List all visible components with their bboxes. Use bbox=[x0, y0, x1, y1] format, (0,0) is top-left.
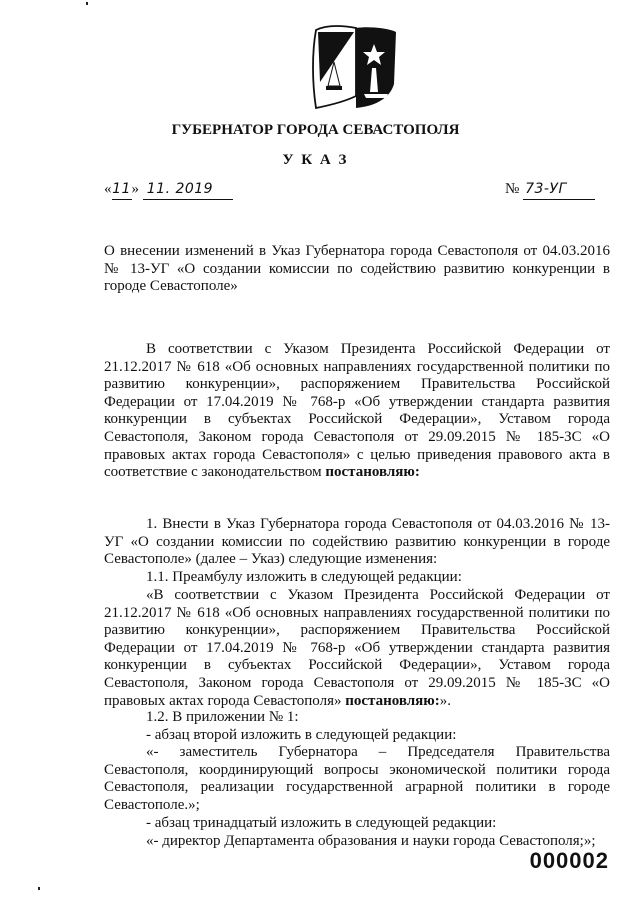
date-quote-open: « bbox=[104, 181, 112, 197]
paragraph-1: 1. Внести в Указ Губернатора города Севастополя от 04.03.2016 № 13-УГ «О создании комиссии по содействию развитию конкуренции в городе Севастополе» (далее – Указ) следующие изменения: bbox=[104, 516, 610, 568]
preamble-paragraph bbox=[104, 341, 610, 482]
deputy-governor-entry: «- заместитель Губернатора – Председателя Правительства Севастополя, координирующий вопросы экономической политики города Севастополя, реализации государственной аграрной политики в городе Севастополе.»; bbox=[104, 744, 610, 813]
education-director-entry: «- директор Департамента образования и науки города Севастополя;»; bbox=[146, 833, 596, 849]
number-value: 73-УГ bbox=[523, 181, 595, 200]
authority-heading: ГУБЕРНАТОР ГОРОДА СЕВАСТОПОЛЯ bbox=[171, 122, 460, 138]
date-month-year: 11. 2019 bbox=[143, 181, 233, 200]
quoted-preamble-text: «В соответствии с Указом Президента Российской Федерации от 21.12.2017 № 618 «Об основных направлениях государственной политики по развитию конкуренции», распоряжением Правительства Российской Федерации от 17.04.2019 № 768-р «Об утверждении стандарта развития конкуренции в субъектах Российской Федерации», Уставом города Севастополя, Законом города Севастополя от 29.09.2015 № 185-ЗС «О правовых актах города Севастополя» bbox=[104, 587, 610, 709]
date-day: 11 bbox=[112, 181, 132, 200]
scan-speck bbox=[38, 887, 40, 890]
number-prefix: № bbox=[505, 181, 520, 197]
document-number bbox=[505, 181, 595, 200]
dash-item-second-paragraph: - абзац второй изложить в следующей редакции: bbox=[146, 727, 457, 743]
quoted-decree-word: постановляю: bbox=[345, 692, 440, 709]
paragraph-1-1: 1.1. Преамбулу изложить в следующей редакции: bbox=[146, 569, 462, 585]
serial-number-stamp: 000002 bbox=[529, 848, 609, 873]
dash-item-thirteenth-paragraph: - абзац тринадцатый изложить в следующей редакции: bbox=[146, 815, 497, 831]
coat-of-arms-emblem bbox=[298, 22, 408, 112]
preamble-decree-word: постановляю: bbox=[325, 464, 420, 481]
quoted-preamble bbox=[104, 587, 610, 710]
document-date bbox=[104, 181, 233, 200]
paragraph-1-2: 1.2. В приложении № 1: bbox=[146, 709, 299, 725]
document-title: О внесении изменений в Указ Губернатора города Севастополя от 04.03.2016 № 13-УГ «О создании комиссии по содействию развитию конкуренции в городе Севастополе» bbox=[104, 243, 610, 295]
scan-speck bbox=[86, 2, 88, 5]
quoted-preamble-end: ». bbox=[439, 692, 451, 709]
document-type-heading: У К А З bbox=[282, 152, 349, 168]
date-quote-close: » bbox=[131, 181, 139, 197]
preamble-text: В соответствии с Указом Президента Российской Федерации от 21.12.2017 № 618 «Об основных направлениях государственной политики по развитию конкуренции», распоряжением Правительства Российской Федерации от 17.04.2019 № 768-р «Об утверждении стандарта развития конкуренции в субъектах Российской Федерации», Уставом города Севастополя, Законом города Севастополя от 29.09.2015 № 185-ЗС «О правовых актах города Севастополя» с целью приведения правового акта в соответствие с законодательством bbox=[104, 341, 610, 481]
